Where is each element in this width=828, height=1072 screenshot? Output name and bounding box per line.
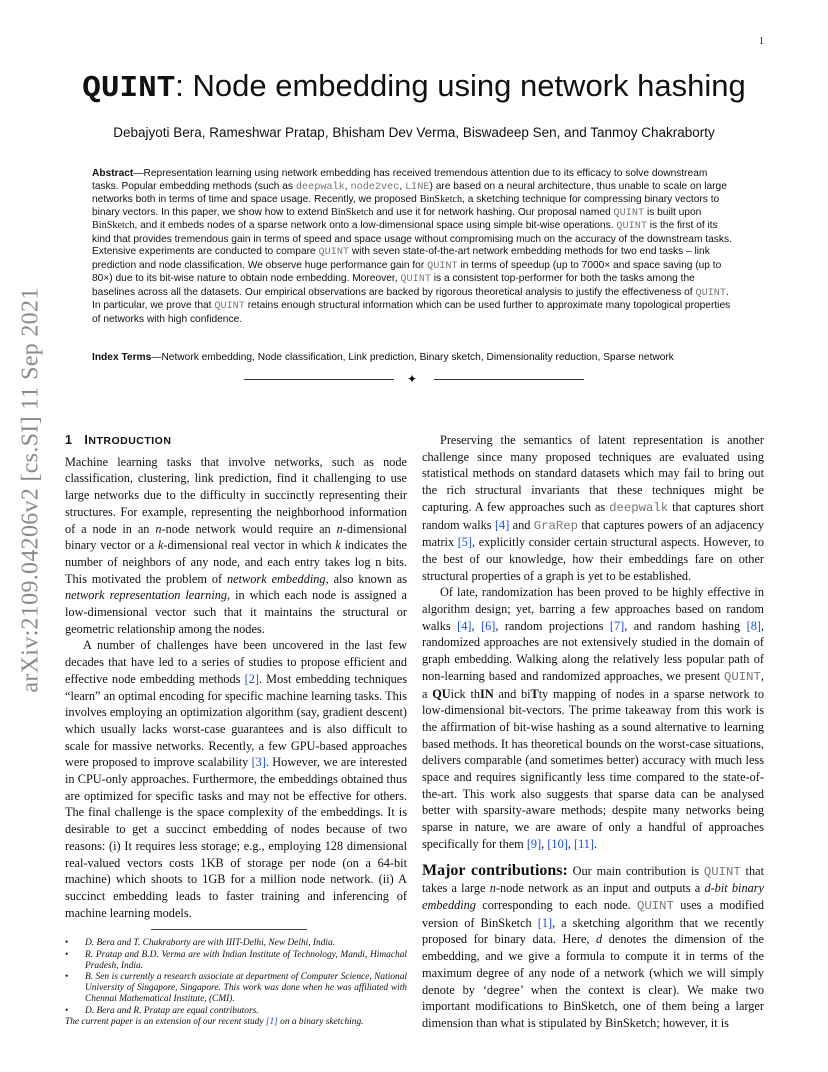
footnote: • D. Bera and R. Pratap are equal contributors. <box>65 1006 407 1017</box>
intro-paragraph-3: Preserving the semantics of latent representation is another challenge since many proposed techniques are evaluated using statistical methods on standard datasets which may fail to bring out the rich structural invariants that these techniques might be capturing. A few approaches such as deepwalk that captures short random walks [4] and GraRep that captures powers of an adjacency matrix [5], explicitly consider certain structural aspects. However, to the best of our knowledge, how their embeddings fare on other structural properties of a graph is yet to be established. <box>422 433 765 583</box>
intro-paragraph-4: Of late, randomization has been proved to be highly effective in algorithm design; yet, barring a few approaches based on random walks [4], [6], random projections [7], and random hashing [8], randomized approaches are not extensively studied in the domain of graph embedding. Walking along the relatively less popular path of non-learning based and randomized approaches, we present QUINT, a QUick thIN and biTty mapping of nodes in a sparse network to low-dimensional bit-vectors. The prime takeaway from this work is the affirmation of bit-wise hashing as a sound alternative to learning based methods. It has theoretical bounds on the worst-case situations, delivers comparable (and sometimes better) accuracy with much less space and requires significantly less time compared to the state-of-the-art. This work also suggests that sparse data can be analysed better with sparsity-aware methods; despite many networks being sparse in nature, we are aware of only a handful of approaches specifically for them [9], [10], [11]. <box>422 585 765 851</box>
section-heading: 1 INTRODUCTION <box>65 433 172 447</box>
major-contributions-heading: Major contributions: <box>422 861 568 879</box>
extension-note: The current paper is an extension of our recent study [1] on a binary sketching. <box>65 1016 364 1027</box>
citation-link[interactable]: [4] <box>494 517 510 532</box>
left-column <box>65 432 407 1028</box>
abstract: Abstract—Representation learning using network embedding has received tremendous attention due to its efficacy to solve downstream tasks. Popular embedding methods (such as deepwalk, node2vec, LINE) are based on a neural architecture, thus unable to scale on large networks both in terms of time and space usage. Recently, we proposed BinSketch, a sketching technique for compressing binary vectors to binary vectors. In this paper, we show how to extend BinSketch and use it for network hashing. Our proposal named QUINT is built upon BinSketch, and it embeds nodes of a sparse network onto a low-dimensional space using simple bit-wise operations. QUINT is the first of its kind that provides tremendous gain in terms of speed and space usage without compromising much on the accuracy of the downstream tasks. Extensive experiments are conducted to compare QUINT with seven state-of-the-art network embedding methods for two end tasks – link prediction and node classification. We observe huge performance gain for QUINT in terms of speedup (up to 7000× and space saving (up to 80×) due to its bit-wise nature to obtain node embedding. Moreover, QUINT is a consistent top-performer for both the tasks among the baselines across all the datasets. Our empirical observations are backed by rigorous theoretical analysis to justify the effectiveness of QUINT. In particular, we prove that QUINT retains enough structural information which can be used further to approximate many topological properties of networks with high confidence. <box>92 168 732 325</box>
footnote: • D. Bera and T. Chakraborty are with IIIT-Delhi, New Delhi, India. <box>65 938 407 949</box>
diamond-ornament-icon: ✦ <box>407 372 418 386</box>
citation-link[interactable]: [1] <box>537 915 553 930</box>
citation-link[interactable]: [9] <box>526 836 542 851</box>
section-divider <box>244 374 584 386</box>
right-column <box>422 432 764 1032</box>
citation-link[interactable]: [8] <box>746 618 761 633</box>
citation-link[interactable]: [3] <box>251 755 266 770</box>
footnote: • B. Sen is currently a research associate at department of Computer Science, National University of Singapore, Singapore. This work was done when he was affiliated with Chennai Mathematical Institute, (CMI). <box>65 972 407 1006</box>
citation-link[interactable]: [6] <box>480 618 496 633</box>
citation-link[interactable]: [10] <box>547 836 568 851</box>
footnote: • R. Pratap and B.D. Verma are with Indian Institute of Technology, Mandi, Himachal Pradesh, India. <box>65 950 407 972</box>
paper-title: QUINT: Node embedding using network hashing <box>82 68 746 106</box>
major-contributions-paragraph: Major contributions: Our main contribution is QUINT that takes a large n-node network as an input and outputs a d-bit binary embedding corresponding to each node. QUINT uses a modified version of BinSketch [1], a sketching algorithm that we recently proposed for binary data. Here, d denotes the dimension of the embedding, and we give a formula to compute it in terms of the maximum degree of any node of a network (which we will simply denote by ‘degree’ when the context is clear). We make two important modifications to BinSketch, one of them being a larger dimension than what is stipulated by BinSketch; however, it is <box>422 861 764 1030</box>
citation-link[interactable]: [1] <box>265 1016 278 1027</box>
citation-link[interactable]: [11] <box>573 836 595 851</box>
citation-link[interactable]: [4] <box>457 618 472 633</box>
intro-paragraph-1: Machine learning tasks that involve networks, such as node classification, clustering, link prediction, find it challenging to use large networks due to the difficulty in succinctly representing their structures. For example, representing the neighborhood information of a node in an n-node network would require an n-dimensional binary vector or a k-dimensional real vector in which k indicates the number of neighbors of any node, and each entry takes log n bits. This motivated the problem of network embedding, also known as network representation learning, in which each node is assigned a low-dimensional vector such that it maintains the structural or geometric relationship among the nodes. <box>65 454 408 636</box>
footnote-rule <box>151 929 307 930</box>
arxiv-side-label: arXiv:2109.04206v2 [cs.SI] 11 Sep 2021 <box>17 287 44 693</box>
citation-link[interactable]: [2] <box>244 671 259 686</box>
page-number: 1 <box>759 36 764 47</box>
index-terms: Index Terms—Network embedding, Node classification, Link prediction, Binary sketch, Dimensionality reduction, Sparse network <box>92 352 674 363</box>
intro-paragraph-2: A number of challenges have been uncovered in the last few decades that have led to a series of studies to propose efficient and effective node embedding methods [2]. Most embedding techniques “learn” an optimal encoding for specific machine learning tasks. This involves employing an optimization algorithm (say, gradient descent) which usually lacks worst-case guarantees and is also difficult to scale for massive networks. Recently, a few GPU-based approaches were proposed to improve scalability [3]. However, we are interested in CPU-only approaches. Furthermore, the embeddings obtained thus are optimized for specific tasks and may not be effective for others. The final challenge is the space complexity of the embeddings. It is desirable to get a succinct embedding of nodes because of two reasons: (i) It requires less storage; e.g., employing 128 dimensional real-valued vectors costs 1KB of storage per node (on a 64-bit machine) which shoots to 1GB for a million node network. (ii) A succinct embedding leads to faster training and inferencing of machine learning models. <box>65 638 408 920</box>
citation-link[interactable]: [5] <box>457 535 473 550</box>
author-list: Debajyoti Bera, Rameshwar Pratap, Bhisham Dev Verma, Biswadeep Sen, and Tanmoy Chakraborty <box>113 125 715 140</box>
citation-link[interactable]: [7] <box>609 618 625 633</box>
